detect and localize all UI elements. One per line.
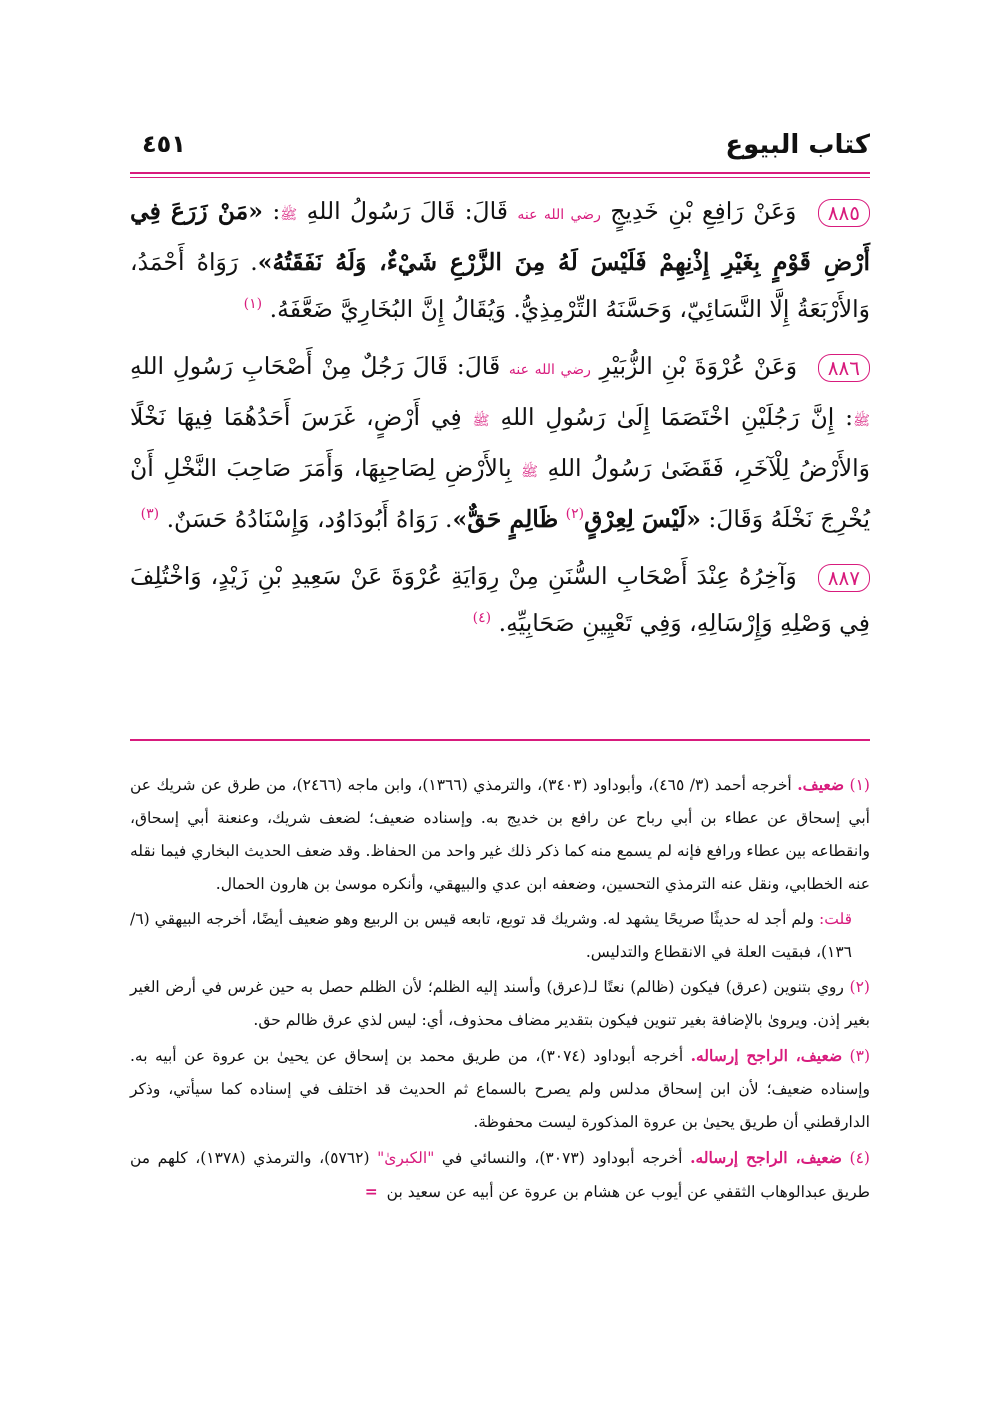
footnote-number: (٣) [849,1047,870,1065]
footnote-1-comment [130,903,870,969]
header-rule-thin [130,177,870,178]
footnote-text: أخرجه أبوداود (٣٠٧٤)، من طريق محمد بن إسحاق عن يحيىٰ بن عروة عن أبيه به. وإسناده ضعيف؛ لأن ابن إسحاق مدلس ولم يصرح بالسماع ثم الحديث قد اختلف في إسناده كما سيأتي، وذكر الدارقطني أن طريق يحيىٰ بن عروة المذكورة ليست محفوظة. [130,1047,870,1131]
footnote-text: أخرجه أحمد (٣/ ٤٦٥)، وأبوداود (٣٤٠٣)، والترمذي (١٣٦٦)، وابن ماجه (٢٤٦٦)، من طرق عن شريك عن أبي إسحاق عن عطاء بن أبي رباح عن رافع بن خديج به. وإسناده ضعيف؛ لضعف شريك، وعنعنة أبي إسحاق، وانقطاعه بين عطاء ورافع فإنه لم يسمع منه كما ذكر ذلك غير واحد من الحفاظ. وقد ضعف الحديث البخاري فيما نقله عنه الخطابي، ونقل عنه الترمذي التحسين، وضعفه ابن عدي والبيهقي، وأنكره موسىٰ بن هارون الحمال. [130,776,870,893]
hadith-text: فِي أَرْضٍ، غَرَسَ أَحَدُهُمَا فِيهَا نَخْلًا وَالأَرْضُ لِلْآخَرِ، فَقَضَىٰ رَسُولُ اللهِ [130,403,870,482]
main-text [130,188,870,657]
salawat: ﷺ [521,464,539,480]
page-header [130,128,870,168]
footnote-ref[interactable]: (٤) [472,610,492,627]
footnote-2 [130,971,870,1037]
footnote-separator [130,739,870,741]
salawat: ﷺ [472,413,490,429]
hadith-text: : إِنَّ رَجُلَيْنِ اخْتَصَمَا إِلَىٰ رَسُولِ اللهِ [500,403,854,431]
footnote-4 [130,1141,870,1209]
hadith-text: : [272,197,281,225]
footnote-1 [130,768,870,901]
footnote-verdict: ضعيف، الراجح إرساله. [690,1148,842,1167]
hadith-text: . رَوَاهُ أَبُودَاوُد، وَإِسْنَادُهُ حَسَنٌ. [166,505,453,533]
footnote-ref[interactable]: (١) [243,296,263,313]
hadith-text: وَعَنْ عُرْوَةَ بْنِ الزُّبَيْرِ [599,352,798,380]
footnote-text: ولم أجد له حديثًا صريحًا يشهد له. وشريك قد توبع، تابعه قيس بن الربيع وهو ضعيف أيضًا، أخرجه البيهقي (٦/ ١٣٦)، فبقيت العلة في الانقطاع والتدليس. [130,910,852,961]
hadith-text: وَآخِرُهُ عِنْدَ أَصْحَابِ السُّنَنِ مِنْ رِوَايَةِ عُرْوَةَ عَنْ سَعِيدِ بْنِ زَيْدٍ، وَاخْتُلِفَ فِي وَصْلِهِ وَإِرْسَالِهِ، وَفِي تَعْيِينِ صَحَابِيِّهِ. [130,562,870,637]
salawat: ﷺ [853,413,870,429]
qult-label: قلت: [819,910,852,928]
book-title: كتاب البيوع [725,130,870,160]
footnote-verdict: ضعيف. [797,775,845,794]
footnote-ref[interactable]: (٢) [565,506,585,523]
hadith-text: بِالأَرْضِ لِصَاحِبِهَا، وَأَمَرَ صَاحِبَ النَّخْلِ أَنْ يُخْرِجَ نَخْلَهُ وَقَالَ: [130,454,870,533]
footnote-text: (٥٧٦٢)، والترمذي (١٣٧٨)، كلهم من طريق عبدالوهاب الثقفي عن أيوب عن هشام بن عروة عن أبيه عن سعيد بن [130,1149,870,1201]
footnote-text: أخرجه أبوداود (٣٠٧٣)، والنسائي في [441,1149,683,1167]
salawat: ﷺ [280,207,298,223]
footnotes [130,768,870,1211]
honorific: رضي الله عنه [508,362,591,378]
footnote-number: (٤) [849,1149,870,1167]
continued-marker: = [364,1182,378,1201]
hadith-text: وَعَنْ رَافِعِ بْنِ خَدِيجٍ [610,197,797,225]
hadith-886 [130,343,870,543]
footnote-3 [130,1039,870,1139]
hadith-text: قَالَ: قَالَ رَجُلٌ مِنْ أَصْحَابِ رَسُولِ اللهِ [130,352,501,380]
header-rule [130,172,870,174]
hadith-number-badge: ٨٨٦ [818,354,870,382]
hadith-885 [130,188,870,333]
prophetic-quote: «لَيْسَ لِعِرْقٍ [584,505,701,533]
hadith-number-badge: ٨٨٥ [818,199,870,227]
hadith-text: قَالَ: قَالَ رَسُولُ اللهِ [306,197,508,225]
hadith-text: . رَوَاهُ أَحْمَدُ، وَالأَرْبَعَةُ إِلَّا النَّسَائِيّ، وَحَسَّنَهُ التِّرْمِذِيُّ. وَيُقَالُ إِنَّ البُخَارِيَّ ضَعَّفَهُ. [130,248,870,323]
footnote-text: روي بتنوين (عرق) فيكون (ظالم) نعتًا لـ(عرق) وأسند إليه الظلم؛ لأن الظلم حصل به حين غرس في أرض الغير بغير إذن. ويروىٰ بالإضافة بغير تنوين فيكون بتقدير مضاف محذوف، أي: ليس لذي عرق ظالم حق. [130,978,870,1029]
prophetic-quote: ظَالِمٍ حَقٌّ» [452,505,559,533]
footnote-verdict: ضعيف، الراجح إرساله. [690,1046,843,1065]
hadith-number-badge: ٨٨٧ [818,564,870,592]
footnote-ref[interactable]: (٣) [140,506,160,523]
footnote-number: (١) [849,776,870,794]
book-title-reference: "الكبرىٰ" [377,1149,435,1167]
page-number: ٤٥١ [142,130,186,158]
honorific: رضي الله عنه [517,207,601,223]
footnote-number: (٢) [849,978,870,996]
hadith-887 [130,553,870,647]
prophetic-quote: «مَنْ زَرَعَ فِي أَرْضِ قَوْمٍ بِغَيْرِ إِذْنِهِمْ فَلَيْسَ لَهُ مِنَ الزَّرْعِ شَيْءٌ، وَلَهُ نَفَقَتُهُ» [130,197,870,276]
